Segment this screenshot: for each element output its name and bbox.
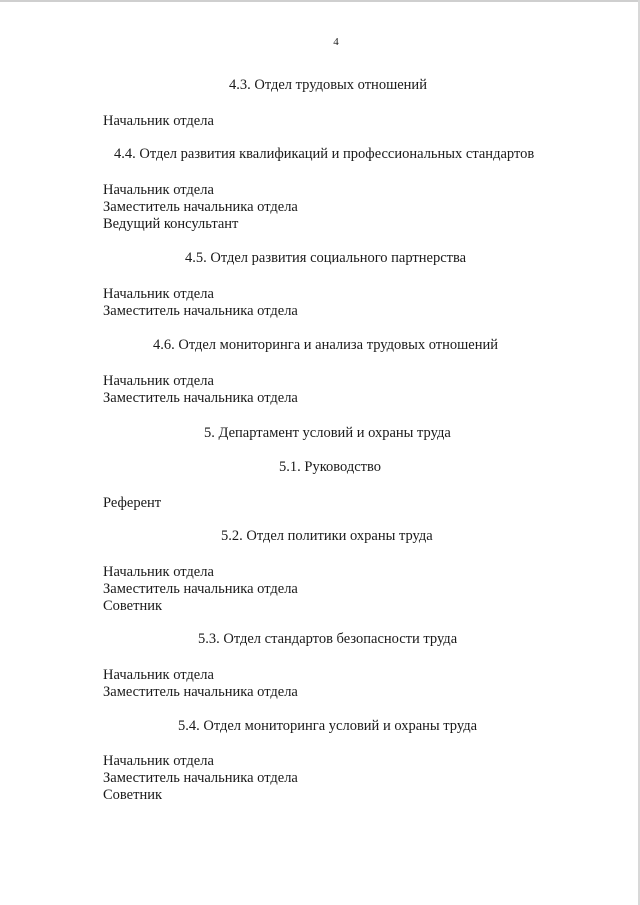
position-line: Начальник отдела	[103, 753, 214, 769]
page-number: 4	[333, 36, 339, 48]
position-line: Референт	[103, 495, 162, 511]
position-line: Советник	[103, 598, 163, 614]
position-line: Заместитель начальника отдела	[103, 390, 298, 406]
position-line: Советник	[103, 787, 163, 803]
position-line: Начальник отдела	[103, 286, 214, 302]
position-line: Заместитель начальника отдела	[103, 684, 298, 700]
position-line: Заместитель начальника отдела	[103, 199, 298, 215]
section-heading: 5.3. Отдел стандартов безопасности труда	[198, 631, 458, 647]
section-heading: 5.1. Руководство	[279, 459, 381, 475]
section-heading: 5.2. Отдел политики охраны труда	[221, 528, 433, 544]
section-heading: 4.5. Отдел развития социального партнерства	[185, 250, 467, 266]
section-heading: 5.4. Отдел мониторинга условий и охраны труда	[178, 718, 478, 734]
position-line: Начальник отдела	[103, 667, 214, 683]
position-line: Начальник отдела	[103, 564, 214, 580]
position-line: Заместитель начальника отдела	[103, 303, 298, 319]
department-heading: 5. Департамент условий и охраны труда	[204, 425, 451, 441]
section-heading: 4.4. Отдел развития квалификаций и профессиональных стандартов	[114, 146, 535, 162]
position-line: Ведущий консультант	[103, 216, 239, 232]
section-heading: 4.6. Отдел мониторинга и анализа трудовых отношений	[153, 337, 498, 353]
scan-edge-top	[0, 0, 640, 2]
position-line: Заместитель начальника отдела	[103, 770, 298, 786]
position-line: Начальник отдела	[103, 113, 214, 129]
position-line: Начальник отдела	[103, 182, 214, 198]
position-line: Заместитель начальника отдела	[103, 581, 298, 597]
section-heading: 4.3. Отдел трудовых отношений	[229, 77, 427, 93]
position-line: Начальник отдела	[103, 373, 214, 389]
